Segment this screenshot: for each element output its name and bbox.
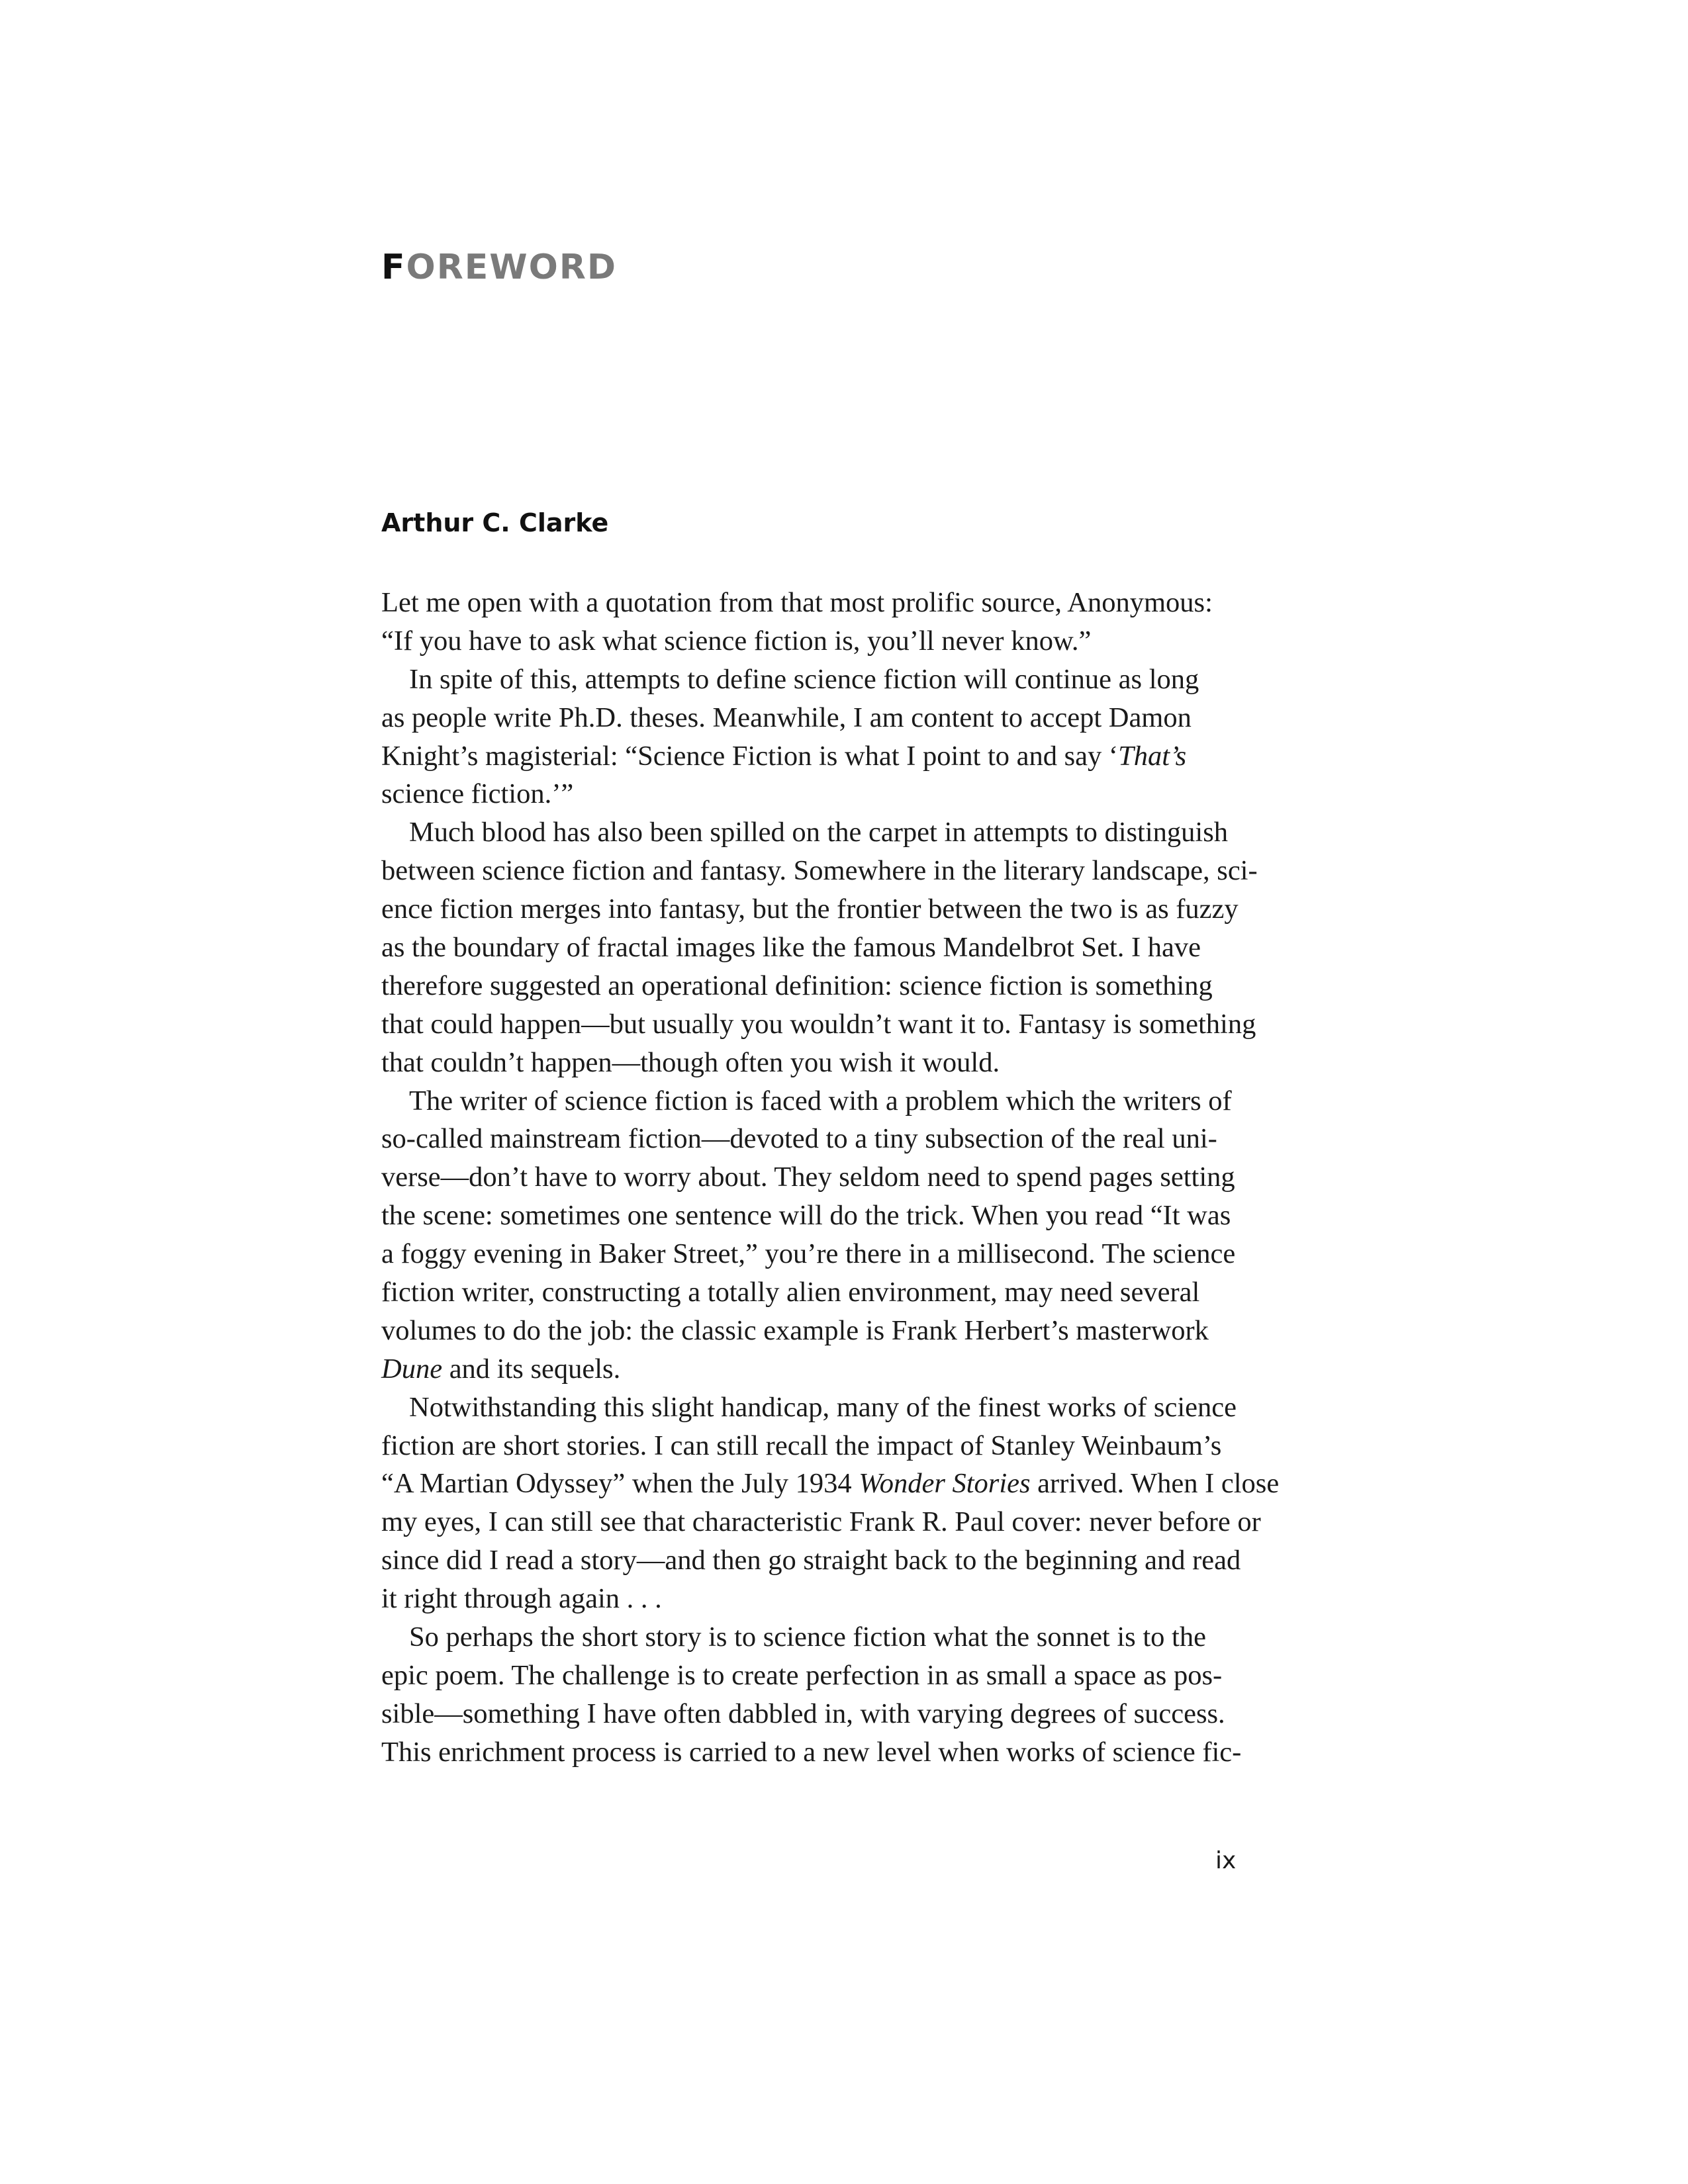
italic-text: That’s <box>1118 740 1187 772</box>
text-segment: Let me open with a quotation from that most prolific source, Anonymous: <box>381 587 1213 618</box>
text-segment: This enrichment process is carried to a new level when works of science fic- <box>381 1736 1242 1768</box>
chapter-title <box>381 246 617 289</box>
text-line <box>381 1235 1235 1273</box>
text-line <box>381 775 1235 813</box>
text-segment: volumes to do the job: the classic example is Frank Herbert’s masterwork <box>381 1314 1209 1346</box>
text-segment: epic poem. The challenge is to create perfection in as small a space as pos- <box>381 1659 1223 1691</box>
text-line <box>381 1580 1235 1618</box>
text-line <box>381 1733 1242 1772</box>
text-segment: so-called mainstream fiction—devoted to a tiny subsection of the real uni- <box>381 1123 1217 1155</box>
text-segment: arrived. When I close <box>1030 1468 1280 1500</box>
text-line <box>381 737 1235 776</box>
text-line <box>381 1158 1235 1197</box>
text-line <box>381 1044 1235 1082</box>
text-segment: fiction writer, constructing a totally alien environment, may need several <box>381 1277 1200 1308</box>
text-line <box>381 1695 1235 1733</box>
text-line <box>381 852 1258 890</box>
text-line <box>381 1427 1235 1465</box>
text-line <box>381 622 1235 660</box>
text-segment: “If you have to ask what science fiction is, you’ll never know.” <box>381 625 1092 657</box>
text-line <box>381 1388 1235 1427</box>
chapter-title-rest: OREWORD <box>406 248 618 287</box>
text-segment: “A Martian Odyssey” when the July 1934 <box>381 1468 859 1500</box>
text-segment: ence fiction merges into fantasy, but the frontier between the two is as fuzzy <box>381 893 1239 925</box>
text-segment: a foggy evening in Baker Street,” you’re there in a millisecond. The science <box>381 1238 1236 1270</box>
text-line <box>381 1197 1235 1235</box>
text-line <box>381 1005 1256 1044</box>
italic-text: Dune <box>381 1353 443 1385</box>
text-line <box>381 584 1235 622</box>
text-segment: science fiction.’” <box>381 778 574 810</box>
text-line <box>381 699 1235 737</box>
text-line <box>381 929 1235 967</box>
text-line <box>381 660 1235 699</box>
text-line <box>381 967 1235 1005</box>
text-segment: my eyes, I can still see that characteristic Frank R. Paul cover: never before or <box>381 1506 1261 1538</box>
text-line <box>381 1541 1241 1580</box>
chapter-title-initial: F <box>381 248 406 287</box>
text-segment: Knight’s magisterial: “Science Fiction is what I point to and say ‘ <box>381 740 1119 772</box>
text-segment: it right through again . . . <box>381 1583 662 1615</box>
text-line <box>381 1082 1235 1120</box>
text-segment: Much blood has also been spilled on the carpet in attempts to distinguish <box>409 817 1229 848</box>
text-segment: So perhaps the short story is to science fiction what the sonnet is to the <box>409 1621 1206 1653</box>
text-line <box>381 813 1235 852</box>
text-segment: fiction are short stories. I can still recall the impact of Stanley Weinbaum’s <box>381 1430 1222 1461</box>
text-segment: that couldn’t happen—though often you wish it would. <box>381 1046 1000 1078</box>
text-line <box>381 1350 1235 1388</box>
text-line <box>381 1657 1235 1695</box>
text-segment: between science fiction and fantasy. Somewhere in the literary landscape, sci- <box>381 855 1258 887</box>
page-number: ix <box>1215 1847 1237 1874</box>
text-segment: the scene: sometimes one sentence will do the trick. When you read “It was <box>381 1200 1231 1232</box>
text-segment: as people write Ph.D. theses. Meanwhile, I am content to accept Damon <box>381 702 1192 733</box>
text-segment: In spite of this, attempts to define science fiction will continue as long <box>409 663 1199 695</box>
text-segment: therefore suggested an operational definition: science fiction is something <box>381 970 1213 1001</box>
text-line <box>381 1312 1235 1350</box>
text-segment: sible—something I have often dabbled in, with varying degrees of success. <box>381 1698 1225 1729</box>
text-line <box>381 1618 1235 1657</box>
text-line <box>381 1503 1261 1541</box>
text-segment: that could happen—but usually you wouldn’t want it to. Fantasy is something <box>381 1008 1256 1040</box>
text-line <box>381 1465 1280 1503</box>
text-segment: since did I read a story—and then go straight back to the beginning and read <box>381 1545 1241 1576</box>
italic-text: Wonder Stories <box>859 1468 1031 1500</box>
text-segment: and its sequels. <box>442 1353 621 1385</box>
body-text <box>381 584 1280 1772</box>
text-segment: verse—don’t have to worry about. They seldom need to spend pages setting <box>381 1161 1235 1193</box>
text-line <box>381 890 1239 929</box>
text-line <box>381 1120 1235 1158</box>
text-segment: as the boundary of fractal images like the famous Mandelbrot Set. I have <box>381 932 1201 964</box>
author-name: Arthur C. Clarke <box>381 508 609 537</box>
text-line <box>381 1273 1235 1312</box>
text-segment: The writer of science fiction is faced with a problem which the writers of <box>409 1085 1232 1116</box>
text-segment: Notwithstanding this slight handicap, many of the finest works of science <box>409 1391 1237 1423</box>
